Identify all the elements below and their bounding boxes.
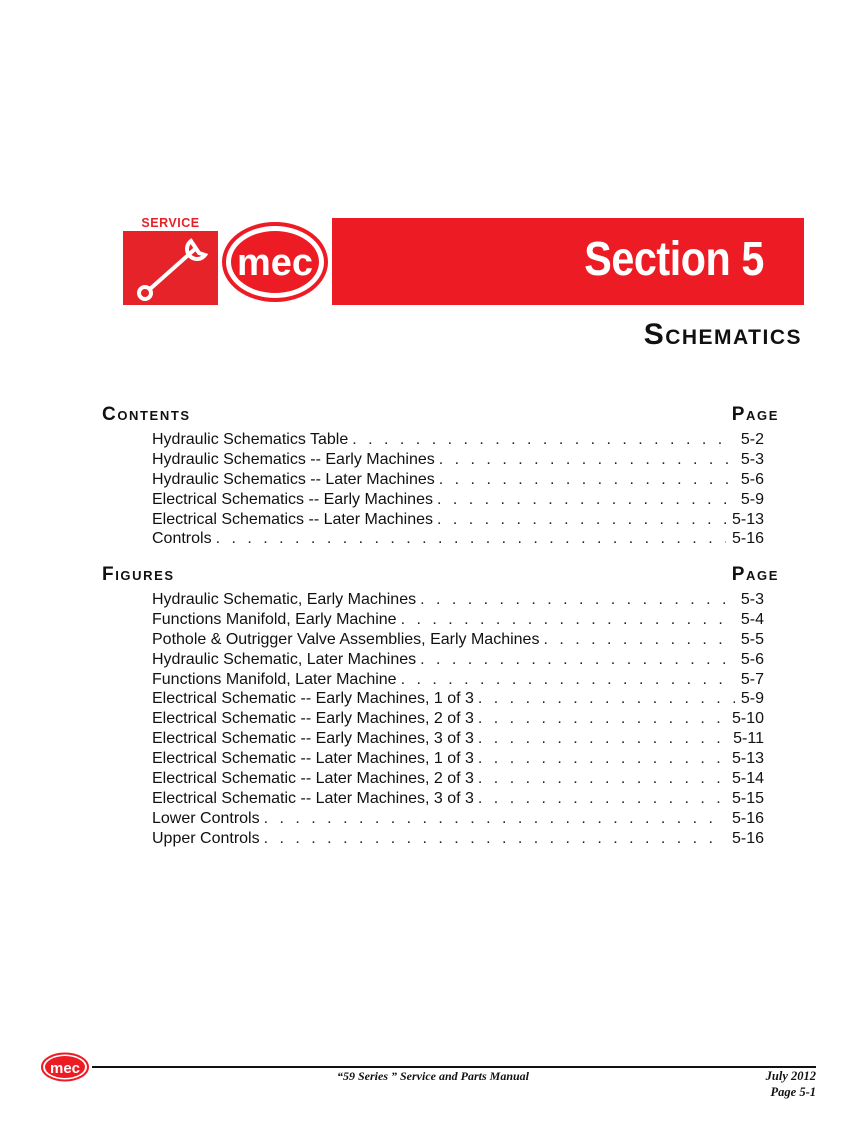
dot-leader (264, 829, 726, 849)
toc-entry (152, 829, 764, 849)
contents-header (102, 404, 779, 428)
toc-entry-title: Controls (152, 530, 212, 548)
toc-entry-title: Hydraulic Schematics -- Later Machines (152, 470, 435, 488)
toc-entry-page: 5-16 (731, 809, 764, 827)
figures-heading: Figures (102, 564, 175, 585)
footer-logo-text: mec (49, 1060, 81, 1077)
contents-page-heading: Page (731, 404, 779, 425)
toc-entry (152, 789, 764, 809)
footer-page-number: Page 5-1 (770, 1085, 816, 1099)
toc-entry (152, 809, 764, 829)
dot-leader (439, 470, 735, 490)
toc-entry (152, 470, 764, 490)
toc-entry (152, 729, 764, 749)
toc-entry (152, 689, 764, 709)
toc-entry-page: 5-11 (733, 730, 764, 748)
dot-leader (216, 529, 726, 549)
toc-entry-title: Electrical Schematic -- Later Machines, 3 of 3 (152, 789, 474, 807)
service-logo (123, 217, 218, 305)
toc-entry (152, 670, 764, 690)
wrench-icon (123, 231, 218, 305)
toc-entry-page: 5-3 (740, 450, 764, 468)
toc-entry-title: Hydraulic Schematic, Later Machines (152, 650, 417, 668)
service-badge (123, 231, 218, 305)
toc-entry (152, 430, 764, 450)
figures-header (102, 564, 779, 588)
toc-entry-page: 5-9 (740, 490, 764, 508)
toc-entry (152, 529, 764, 549)
dot-leader (478, 769, 726, 789)
dot-leader (420, 590, 735, 610)
toc-entry (152, 630, 764, 650)
toc-entry (152, 769, 764, 789)
toc-entry (152, 650, 764, 670)
toc-entry-page: 5-10 (731, 710, 764, 728)
toc-entry-page: 5-5 (740, 630, 764, 648)
dot-leader (478, 729, 727, 749)
toc-entry (152, 749, 764, 769)
dot-leader (437, 490, 735, 510)
dot-leader (439, 450, 735, 470)
contents-heading: Contents (102, 404, 191, 425)
toc-entry-title: Pothole & Outrigger Valve Assemblies, Early Machines (152, 630, 540, 648)
figures-list (152, 590, 764, 849)
toc-entry-title: Electrical Schematic -- Early Machines, 3 of 3 (152, 730, 474, 748)
toc-entry-page: 5-3 (740, 591, 764, 608)
toc-entry (152, 510, 764, 530)
toc-entry-page: 5-6 (740, 650, 764, 668)
toc-entry-title: Electrical Schematics -- Early Machines (152, 490, 433, 508)
figures-page-heading: Page (731, 564, 779, 585)
footer-manual-title: “59 Series ” Service and Parts Manual (336, 1069, 529, 1083)
toc-entry-page: 5-9 (740, 690, 764, 708)
toc-entry-page: 5-7 (740, 670, 764, 688)
dot-leader (543, 630, 734, 650)
toc-entry-title: Hydraulic Schematics Table (152, 431, 349, 448)
toc-entry-title: Hydraulic Schematic, Early Machines (152, 591, 417, 608)
toc-entry-page: 5-16 (731, 829, 764, 847)
service-label: SERVICE (141, 216, 200, 230)
toc-entry-title: Functions Manifold, Early Machine (152, 610, 397, 628)
toc-entry-page: 5-13 (731, 510, 764, 528)
contents-list (152, 430, 764, 549)
toc-entry-title: Electrical Schematic -- Later Machines, 2 of 3 (152, 770, 474, 788)
toc-entry-page: 5-2 (740, 431, 764, 448)
toc-entry-page: 5-13 (731, 750, 764, 768)
dot-leader (478, 789, 726, 809)
section-banner (332, 218, 804, 305)
dot-leader (264, 809, 726, 829)
dot-leader (352, 430, 735, 450)
toc-entry-title: Electrical Schematic -- Later Machines, 1 of 3 (152, 750, 474, 768)
dot-leader (478, 749, 726, 769)
toc-entry-title: Hydraulic Schematics -- Early Machines (152, 450, 435, 468)
dot-leader (437, 510, 726, 530)
dot-leader (401, 610, 735, 630)
toc-entry-page: 5-16 (731, 530, 764, 548)
toc-entry-page: 5-14 (731, 770, 764, 788)
toc-entry-title: Upper Controls (152, 829, 260, 847)
section-title: Section 5 (584, 233, 764, 286)
mec-logo-text: mec (236, 242, 314, 284)
toc-entry (152, 590, 764, 610)
toc-entry-page: 5-6 (740, 470, 764, 488)
footer-date: July 2012 (765, 1069, 816, 1083)
toc-entry-page: 5-4 (740, 610, 764, 628)
page-title: Schematics (643, 318, 802, 351)
toc-entry-title: Functions Manifold, Later Machine (152, 670, 397, 688)
toc-entry (152, 610, 764, 630)
toc-entry (152, 450, 764, 470)
toc-entry-title: Electrical Schematic -- Early Machines, 2 of 3 (152, 710, 474, 728)
dot-leader (478, 709, 726, 729)
toc-entry-title: Electrical Schematic -- Early Machines, 1 of 3 (152, 690, 474, 708)
mec-logo (222, 222, 328, 302)
toc-entry (152, 490, 764, 510)
dot-leader (401, 670, 735, 690)
toc-entry-title: Electrical Schematics -- Later Machines (152, 510, 433, 528)
toc-entry-title: Lower Controls (152, 809, 260, 827)
dot-leader (420, 650, 735, 670)
toc-entry-page: 5-15 (731, 789, 764, 807)
toc-entry (152, 709, 764, 729)
dot-leader (478, 689, 735, 709)
footer-divider (92, 1066, 816, 1068)
